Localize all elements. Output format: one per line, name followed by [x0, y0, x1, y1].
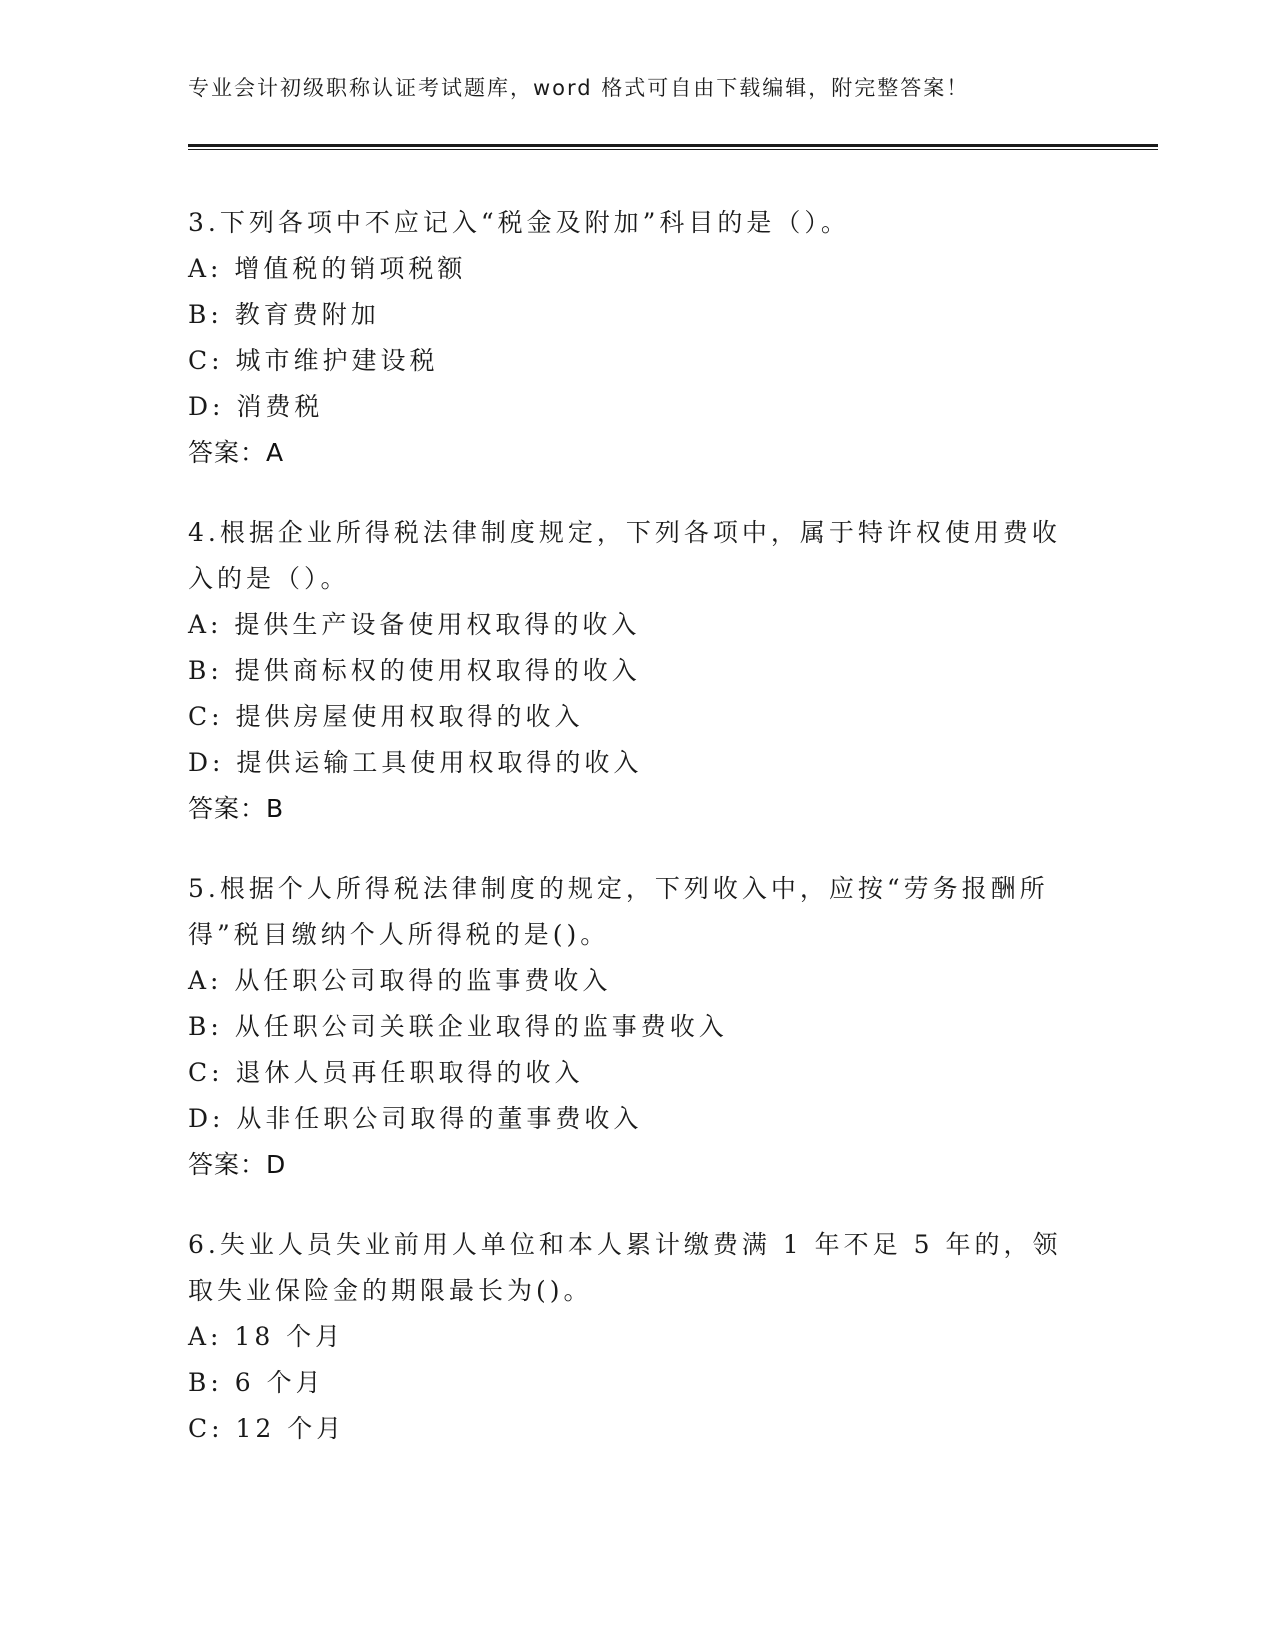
option-a: A: 提供生产设备使用权取得的收入: [188, 610, 641, 639]
answer-line: 答案：D: [188, 1150, 287, 1179]
header-divider: [188, 144, 1158, 150]
option-a: A: 增值税的销项税额: [188, 254, 467, 283]
option-d: D: 提供运输工具使用权取得的收入: [188, 748, 643, 777]
option-c: C: 退休人员再任职取得的收入: [188, 1058, 584, 1087]
question-item: [188, 866, 1078, 1188]
option-b: B: 6 个月: [188, 1368, 325, 1397]
option-d: D: 消费税: [188, 392, 324, 421]
answer-line: 答案：A: [188, 438, 285, 467]
option-c: C: 12 个月: [188, 1414, 346, 1443]
question-item: [188, 1222, 1078, 1452]
question-stem: 5.根据个人所得税法律制度的规定，下列收入中，应按“劳务报酬所得”税目缴纳个人所得税的是()。: [188, 874, 1049, 949]
option-b: B: 提供商标权的使用权取得的收入: [188, 656, 641, 685]
option-d: D: 从非任职公司取得的董事费收入: [188, 1104, 643, 1133]
answer-line: 答案：B: [188, 794, 285, 823]
option-c: C: 城市维护建设税: [188, 346, 439, 375]
option-c: C: 提供房屋使用权取得的收入: [188, 702, 584, 731]
question-stem: 4.根据企业所得税法律制度规定，下列各项中，属于特许权使用费收入的是（）。: [188, 518, 1061, 593]
question-item: [188, 200, 1078, 476]
question-stem: 3.下列各项中不应记入“税金及附加”科目的是（）。: [188, 208, 850, 237]
question-item: [188, 510, 1078, 832]
question-list: [188, 200, 1078, 1486]
page-header: 专业会计初级职称认证考试题库，word 格式可自由下载编辑，附完整答案！: [188, 76, 970, 100]
option-b: B: 教育费附加: [188, 300, 380, 329]
option-a: A: 18 个月: [188, 1322, 345, 1351]
question-stem: 6.失业人员失业前用人单位和本人累计缴费满 1 年不足 5 年的，领取失业保险金的期限最长为()。: [188, 1230, 1062, 1305]
option-a: A: 从任职公司取得的监事费收入: [188, 966, 612, 995]
option-b: B: 从任职公司关联企业取得的监事费收入: [188, 1012, 728, 1041]
